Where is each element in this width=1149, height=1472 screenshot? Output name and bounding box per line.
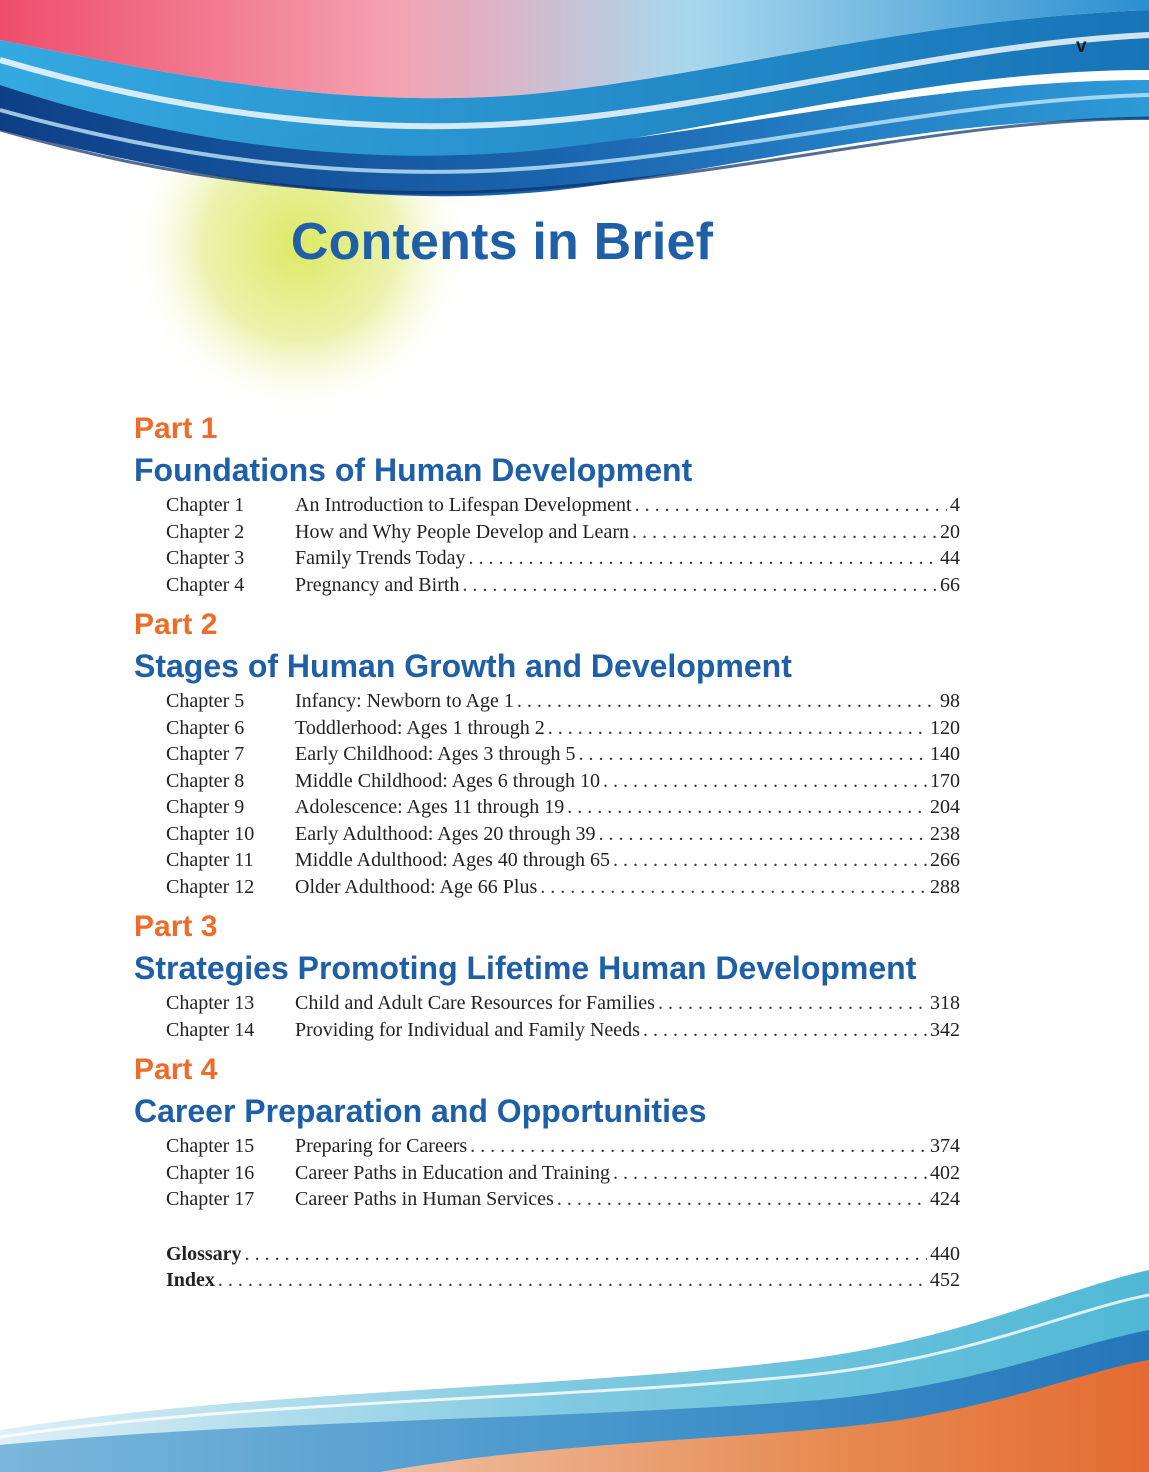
- index-entry[interactable]: [166, 1267, 960, 1294]
- table-of-contents: [134, 410, 960, 1294]
- chapter-title: Preparing for Careers: [295, 1135, 468, 1157]
- chapter-number: Chapter 7: [166, 743, 245, 765]
- chapter-title: Middle Childhood: Ages 6 through 10: [295, 769, 600, 792]
- part-2: [134, 606, 960, 900]
- dot-leader: [613, 1160, 927, 1187]
- chapter-list: [166, 990, 960, 1043]
- chapter-title: Early Adulthood: Ages 20 through 39: [295, 822, 596, 845]
- chapter-title: An Introduction to Lifespan Development: [295, 494, 632, 516]
- part-title: Stages of Human Growth and Development: [134, 648, 792, 684]
- chapter-number: Chapter 3: [166, 547, 245, 569]
- chapter-entry[interactable]: [166, 572, 960, 599]
- dot-leader: [613, 847, 927, 874]
- chapter-title: Infancy: Newborn to Age 1: [295, 690, 514, 712]
- chapter-entry[interactable]: [166, 715, 960, 742]
- chapter-title: Child and Adult Care Resources for Families: [295, 992, 655, 1014]
- chapter-number: Chapter 11: [166, 849, 254, 871]
- back-matter-page: 440: [930, 1242, 960, 1265]
- chapter-number: Chapter 8: [166, 769, 245, 792]
- chapter-number: Chapter 4: [166, 573, 245, 596]
- dot-leader: [517, 688, 937, 715]
- chapter-page: 20: [940, 520, 960, 543]
- chapter-entry[interactable]: [166, 821, 960, 848]
- chapter-page: 120: [930, 716, 960, 739]
- chapter-title: Career Paths in Human Services: [295, 1188, 554, 1210]
- chapter-title: Pregnancy and Birth: [295, 573, 460, 596]
- chapter-entry[interactable]: [166, 794, 960, 821]
- dot-leader: [468, 545, 937, 572]
- chapter-entry[interactable]: [166, 1186, 960, 1213]
- part-label: Part 1: [134, 412, 218, 445]
- chapter-page: 4: [950, 494, 960, 516]
- chapter-number: Chapter 5: [166, 690, 245, 712]
- chapter-page: 170: [930, 769, 960, 792]
- chapter-page: 44: [940, 547, 960, 569]
- chapter-number: Chapter 15: [166, 1135, 255, 1157]
- chapter-title: How and Why People Develop and Learn: [295, 520, 629, 543]
- part-3: [134, 908, 960, 1043]
- chapter-entry[interactable]: [166, 741, 960, 768]
- part-title: Strategies Promoting Lifetime Human Development: [134, 950, 917, 986]
- chapter-list: [166, 1133, 960, 1213]
- part-title: Career Preparation and Opportunities: [134, 1093, 707, 1129]
- dot-leader: [658, 990, 927, 1017]
- chapter-list: [166, 688, 960, 900]
- chapter-number: Chapter 10: [166, 822, 255, 845]
- dot-leader: [635, 492, 947, 519]
- dot-leader: [599, 821, 927, 848]
- dot-leader: [540, 874, 927, 901]
- chapter-title: Middle Adulthood: Ages 40 through 65: [295, 849, 610, 871]
- chapter-entry[interactable]: [166, 1133, 960, 1160]
- chapter-entry[interactable]: [166, 688, 960, 715]
- chapter-number: Chapter 1: [166, 494, 245, 516]
- page-title: Contents in Brief: [290, 213, 714, 271]
- chapter-entry[interactable]: [166, 847, 960, 874]
- dot-leader: [579, 741, 927, 768]
- chapter-entry[interactable]: [166, 1017, 960, 1044]
- chapter-title: Adolescence: Ages 11 through 19: [295, 796, 565, 818]
- dot-leader: [462, 572, 937, 599]
- chapter-page: 204: [930, 796, 960, 818]
- chapter-title: Providing for Individual and Family Needs: [295, 1018, 640, 1041]
- glossary-entry[interactable]: [166, 1241, 960, 1268]
- page-number: v: [1076, 36, 1087, 57]
- chapter-entry[interactable]: [166, 492, 960, 519]
- dot-leader: [567, 794, 927, 821]
- dot-leader: [603, 768, 927, 795]
- chapter-title: Older Adulthood: Age 66 Plus: [295, 875, 538, 898]
- part-title: Foundations of Human Development: [134, 452, 693, 488]
- chapter-page: 66: [940, 573, 960, 596]
- chapter-entry[interactable]: [166, 1160, 960, 1187]
- chapter-page: 266: [930, 849, 960, 871]
- back-matter-list: [166, 1241, 960, 1294]
- chapter-page: 238: [930, 822, 960, 845]
- chapter-number: Chapter 17: [166, 1188, 255, 1210]
- dot-leader: [548, 715, 927, 742]
- chapter-entry[interactable]: [166, 519, 960, 546]
- chapter-list: [166, 492, 960, 598]
- chapter-title: Toddlerhood: Ages 1 through 2: [295, 716, 545, 739]
- chapter-page: 374: [930, 1135, 960, 1157]
- chapter-number: Chapter 16: [166, 1161, 255, 1184]
- chapter-title: Career Paths in Education and Training: [295, 1161, 610, 1184]
- dot-leader: [632, 519, 937, 546]
- chapter-number: Chapter 9: [166, 796, 245, 818]
- part-1: [134, 410, 960, 598]
- chapter-page: 318: [930, 992, 960, 1014]
- part-4: [134, 1051, 960, 1213]
- chapter-title: Early Childhood: Ages 3 through 5: [295, 743, 576, 765]
- chapter-page: 342: [930, 1018, 960, 1041]
- dot-leader: [470, 1133, 927, 1160]
- dot-leader: [557, 1186, 927, 1213]
- chapter-page: 140: [930, 743, 960, 765]
- chapter-page: 288: [930, 875, 960, 898]
- dot-leader: [643, 1017, 927, 1044]
- chapter-entry[interactable]: [166, 990, 960, 1017]
- chapter-page: 98: [940, 690, 960, 712]
- chapter-number: Chapter 12: [166, 875, 255, 898]
- chapter-number: Chapter 2: [166, 520, 245, 543]
- chapter-number: Chapter 13: [166, 992, 255, 1014]
- back-matter-title: Index: [166, 1269, 215, 1291]
- part-label: Part 2: [134, 608, 218, 641]
- dot-leader: [245, 1241, 927, 1268]
- part-label: Part 3: [134, 910, 218, 943]
- back-matter-page: 452: [930, 1269, 960, 1291]
- dot-leader: [218, 1267, 927, 1294]
- chapter-title: Family Trends Today: [295, 547, 466, 569]
- chapter-entry[interactable]: [166, 874, 960, 901]
- chapter-entry[interactable]: [166, 768, 960, 795]
- chapter-entry[interactable]: [166, 545, 960, 572]
- chapter-page: 402: [930, 1161, 960, 1184]
- part-label: Part 4: [134, 1053, 218, 1086]
- chapter-page: 424: [930, 1188, 960, 1210]
- chapter-number: Chapter 14: [166, 1018, 255, 1041]
- chapter-number: Chapter 6: [166, 716, 245, 739]
- back-matter-title: Glossary: [166, 1242, 242, 1265]
